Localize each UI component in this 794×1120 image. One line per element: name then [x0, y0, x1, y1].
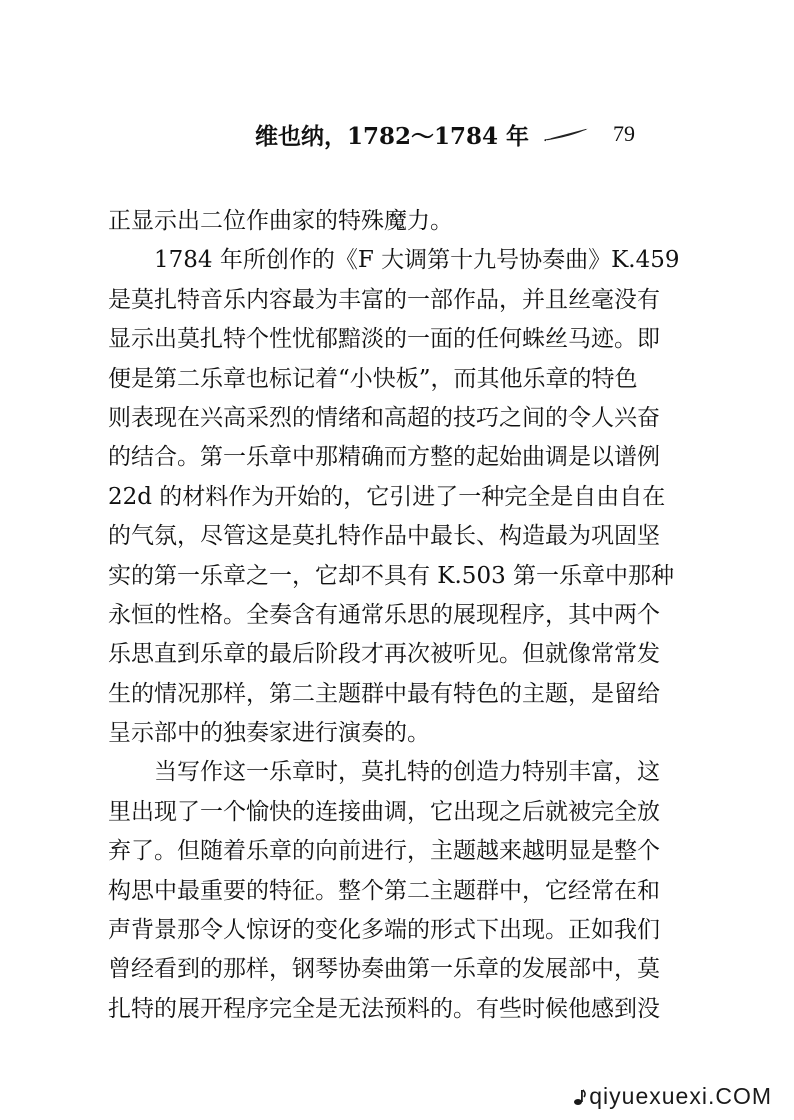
- header-title: 维也纳，1782～1784 年: [255, 122, 530, 150]
- text-line: 的结合。第一乐章中那精确而方整的起始曲调是以谱例: [108, 444, 660, 471]
- text-line: 便是第二乐章也标记着“小快板”，而其他乐章的特色: [108, 365, 638, 392]
- text-line: 生的情况那样，第二主题群中最有特色的主题，是留给: [108, 680, 660, 707]
- watermark-text: qiyuexuexi.COM: [589, 1083, 772, 1109]
- text-line: 声背景那令人惊讶的变化多端的形式下出现。正如我们: [108, 917, 660, 944]
- text-line: 22d 的材料作为开始的，它引进了一种完全是自由自在: [108, 483, 666, 510]
- text-line: 曾经看到的那样，钢琴协奏曲第一乐章的发展部中，莫: [108, 956, 660, 983]
- page-number: 79: [613, 121, 635, 146]
- text-line: 1784 年所创作的《F 大调第十九号协奏曲》K.459: [154, 247, 680, 274]
- text-line: 里出现了一个愉快的连接曲调，它出现之后就被完全放: [108, 798, 660, 825]
- text-line: 是莫扎特音乐内容最为丰富的一部作品，并且丝毫没有: [108, 286, 660, 313]
- text-line: 实的第一乐章之一，它却不具有 K.503 第一乐章中那种: [108, 562, 675, 589]
- text-line: 正显示出二位作曲家的特殊魔力。: [108, 208, 453, 234]
- text-line: 则表现在兴高采烈的情绪和高超的技巧之间的令人兴奋: [108, 404, 660, 431]
- site-watermark: [573, 1083, 772, 1110]
- text-line: 永恒的性格。全奏含有通常乐思的展现程序，其中两个: [108, 601, 660, 628]
- music-note-icon: [573, 1088, 587, 1106]
- text-line: 显示出莫扎特个性忧郁黯淡的一面的任何蛛丝马迹。即: [108, 326, 660, 353]
- text-line: 呈示部中的独奏家进行演奏的。: [108, 720, 430, 747]
- quill-pen-icon: [543, 124, 591, 144]
- text-line: 构思中最重要的特征。整个第二主题群中，它经常在和: [108, 877, 660, 904]
- text-line: 弃了。但随着乐章的向前进行，主题越来越明显是整个: [108, 838, 660, 865]
- text-line: 当写作这一乐章时，莫扎特的创造力特别丰富，这: [154, 759, 660, 786]
- running-header: [255, 118, 635, 150]
- body-text: [108, 202, 680, 1029]
- text-line: 的气氛，尽管这是莫扎特作品中最长、构造最为巩固坚: [108, 523, 660, 550]
- text-line: 乐思直到乐章的最后阶段才再次被听见。但就像常常发: [108, 641, 660, 668]
- text-line: 扎特的展开程序完全是无法预料的。有些时候他感到没: [108, 995, 660, 1022]
